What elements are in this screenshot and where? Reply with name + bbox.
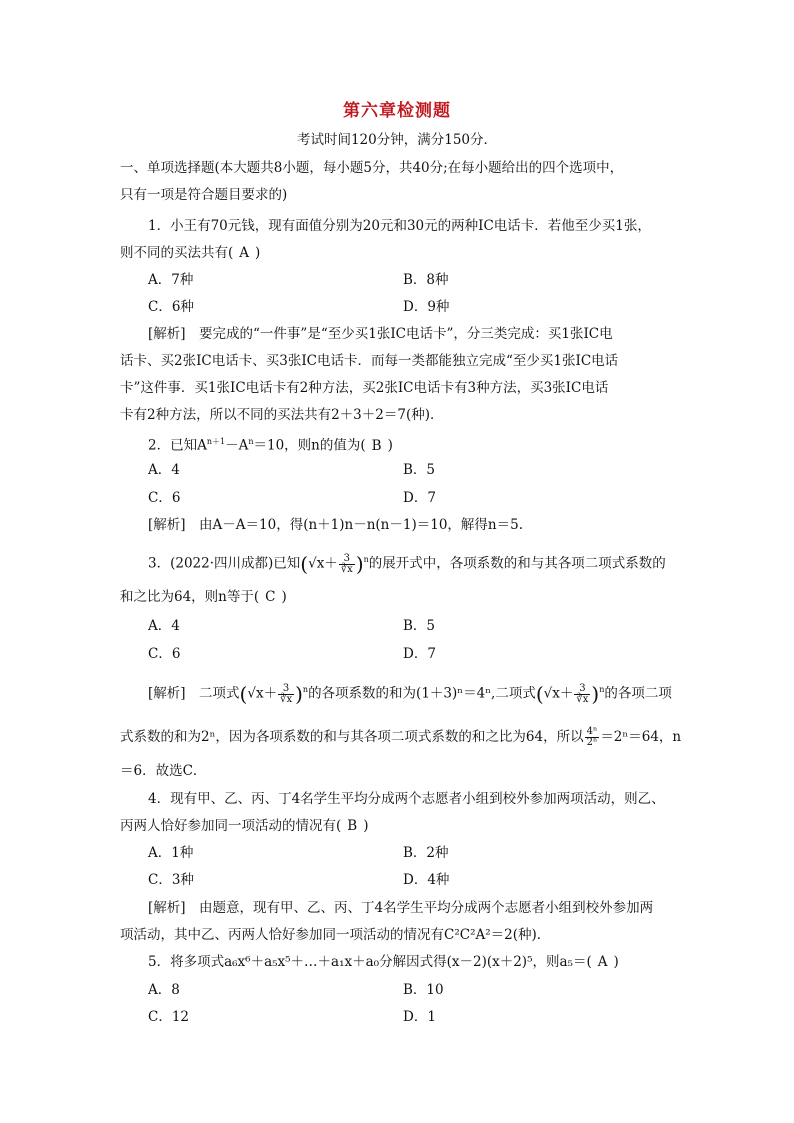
q2-stem-mid: －A xyxy=(225,437,249,454)
q3-frac-num: 3 xyxy=(339,554,355,565)
q5-close: ) xyxy=(613,954,619,970)
q3-analysis-fraction-2: $\frac{3}{∛x}$ xyxy=(576,682,589,705)
q1-stem-line-1: 1．小王有70元钱，现有面值分别为20元和30元的两种IC电话卡．若他至少买1张， xyxy=(148,218,651,234)
q3-frac-4n: 4ⁿ xyxy=(586,726,598,737)
q5-option-c: C．12 xyxy=(148,1009,190,1025)
q4-answer: B xyxy=(347,818,358,834)
q3-analysis-line-2 xyxy=(120,727,681,748)
q2-answer: B xyxy=(371,437,382,454)
q4-stem-line-1: 4．现有甲、乙、丙、丁4名学生平均分成两个志愿者小组到校外参加两项活动，则乙、 xyxy=(148,791,665,807)
q4-option-b: B．2种 xyxy=(403,845,449,861)
q3-analysis-fraction-1: $\frac{3}{∛x}$ xyxy=(280,682,293,705)
q5-answer: A xyxy=(597,954,608,970)
q3-close: ) xyxy=(281,589,287,605)
q3-answer: C xyxy=(265,589,276,605)
q3-option-c: C．6 xyxy=(148,646,181,662)
q3-analysis-line-1: [解析] 二项式(√x＋ $\frac{3}{∛x}$ )$^n$的各项系数的和为(1＋3)ⁿ＝4ⁿ,二项式(√x＋ $\frac{3}{∛x}$ )$^n$的各项二项 xyxy=(148,682,672,706)
section-heading-line-2: 只有一项是符合题目要求的) xyxy=(120,187,288,203)
q1-analysis-line-1: [解析] 要完成的“一件事”是“至少买1张IC电话卡”，分三类完成：买1张IC电 xyxy=(148,326,613,342)
q2-stem: 2．已知$A^{n+1}-A^n=10$，则n的值为( B ) xyxy=(148,437,393,454)
q2-analysis: [解析] 由A－A＝10，得(n＋1)n－n(n－1)＝10，解得n＝5. xyxy=(148,517,523,533)
q3-analysis-l2b: ＝2ⁿ＝64，n xyxy=(600,729,682,745)
q2-close: ) xyxy=(387,437,393,454)
q4-stem-line-2-text: 丙两人恰好参加同一项活动的情况有( xyxy=(120,818,342,834)
q4-close: ) xyxy=(363,818,369,834)
q3-fraction: $\frac{3}{∛x}$ xyxy=(340,552,353,575)
q4-option-a: A．1种 xyxy=(148,845,194,861)
q1-analysis-line-2: 话卡、买2张IC电话卡、买3张IC电话卡．而每一类都能独立完成“至少买1张IC电话 xyxy=(120,353,619,369)
q5-option-d: D．1 xyxy=(403,1009,436,1025)
q5-stem xyxy=(148,952,619,972)
q3-stem-line-1: 3．(2022·四川成都)已知(√x＋ $\frac{3}{∛x}$ )$^n$的展开式中，各项系数的和与其各项二项式系数的 xyxy=(148,552,666,576)
q1-option-b: B．8种 xyxy=(403,272,449,288)
q4-analysis-line-1: [解析] 由题意，现有甲、乙、丙、丁4名学生平均分成两个志愿者小组到校外参加两 xyxy=(148,900,654,916)
q3-option-b: B．5 xyxy=(403,618,436,634)
q2-option-a: A．4 xyxy=(148,462,180,478)
q5-stem-text: 5．将多项式a₆x⁶＋a₅x⁵＋…＋a₁x＋a₀分解因式得(x－2)(x＋2)⁵，则a₅＝( xyxy=(148,954,592,970)
q2-stem-pre: 2．已知A xyxy=(148,437,207,454)
q4-option-c: C．3种 xyxy=(148,872,194,888)
q1-option-a: A．7种 xyxy=(148,272,194,288)
q5-option-a: A．8 xyxy=(148,982,180,998)
q3-option-d: D．7 xyxy=(403,646,436,662)
q2-option-b: B．5 xyxy=(403,462,436,478)
q3-analysis-a: [解析] 二项式 xyxy=(148,685,240,702)
q4-analysis-line-2: 项活动，其中乙、丙两人恰好参加同一项活动的情况有C²C²A²＝2(种)． xyxy=(120,927,551,943)
q1-option-c: C．6种 xyxy=(148,299,194,315)
q4-stem-line-2 xyxy=(120,816,368,836)
section-heading-line-1: 一、单项选择题(本大题共8小题，每小题5分，共40分;在每小题给出的四个选项中， xyxy=(120,160,624,176)
q1-stem-line-2 xyxy=(120,243,260,263)
q4-option-d: D．4种 xyxy=(403,872,450,888)
q1-analysis-line-4: 卡有2种方法，所以不同的买法共有2＋3＋2＝7(种)． xyxy=(120,407,444,423)
q1-stem-text: 则不同的买法共有( xyxy=(120,245,234,261)
q1-close: ) xyxy=(255,245,261,261)
q2-option-c: C．6 xyxy=(148,490,181,506)
q2-stem-post: ＝10，则n的值为( xyxy=(253,437,366,454)
q3-stem-pre: 3．(2022·四川成都)已知 xyxy=(148,555,301,572)
q3-stem-line-2 xyxy=(120,587,287,607)
q2-option-d: D．7 xyxy=(403,490,436,506)
q1-analysis-line-3: 卡”这件事．买1张IC电话卡有2种方法，买2张IC电话卡有3种方法，买3张IC电话 xyxy=(120,380,609,396)
q1-option-d: D．9种 xyxy=(403,299,450,315)
q3-frac-2n: 2ⁿ xyxy=(586,737,598,748)
q3-stem-line-2-text: 和之比为64，则n等于( xyxy=(120,589,260,605)
page-title: 第六章检测题 xyxy=(343,101,451,121)
q3-analysis-c: 的各项二项 xyxy=(604,685,672,702)
q3-analysis-line-3: ＝6．故选C． xyxy=(120,763,207,779)
q3-analysis-l2: 式系数的和为2ⁿ，因为各项系数的和与其各项二项式系数的和之比为64，所以 xyxy=(120,729,584,745)
q3-analysis-fraction-3 xyxy=(585,727,600,748)
q3-analysis-b: 的各项系数的和为(1＋3)ⁿ＝4ⁿ,二项式 xyxy=(308,685,536,702)
q1-answer: A xyxy=(239,245,250,261)
q3-stem-post: 的展开式中，各项系数的和与其各项二项式系数的 xyxy=(368,555,666,572)
q5-option-b: B．10 xyxy=(403,982,444,998)
exam-info: 考试时间120分钟，满分150分． xyxy=(296,132,498,148)
q3-option-a: A．4 xyxy=(148,618,180,634)
